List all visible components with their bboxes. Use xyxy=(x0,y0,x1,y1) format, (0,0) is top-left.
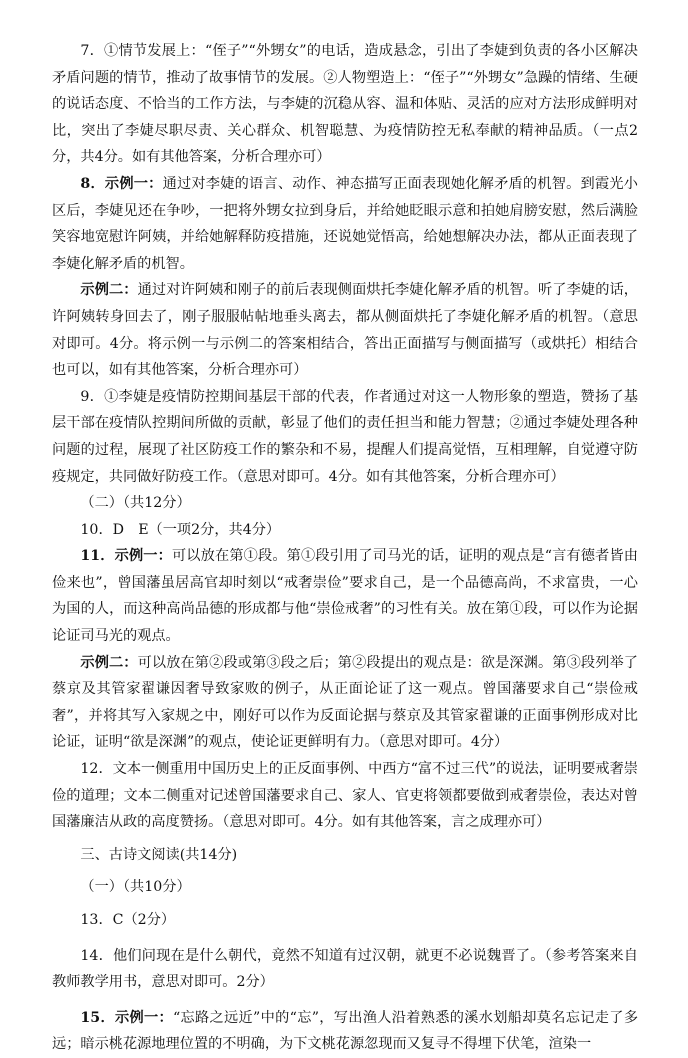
answer-14-text: 14．他们问现在是什么朝代，竟然不知道有过汉朝，就更不必说魏晋了。（参考答案来自教师教学用书，意思对即可。2分） xyxy=(52,947,638,991)
answer-8-example-2 xyxy=(52,277,638,383)
answer-8-example-1-text: 通过对李婕的语言、动作、神态描写正面表现她化解矛盾的机智。到霞光小区后，李婕见还在争吵，一把将外甥女拉到身后，并给她眨眼示意和拍她肩膀安慰，然后满脸笑容地宽慰许阿姨，并给她解释防疫措施，还说她觉悟高，给她想解决办法，都从正面表现了李婕化解矛盾的机智。 xyxy=(52,175,638,272)
answer-8-example-2-text: 通过对许阿姨和刚子的前后表现侧面烘托李婕化解矛盾的机智。听了李婕的话，许阿姨转身回去了，刚子服服帖帖地垂头离去，都从侧面烘托了李婕化解矛盾的机智。（意思对即可。4分。将示例一与示例二的答案相结合，答出正面描写与侧面描写（或烘托）相结合也可以，如有其他答案，分析合理亦可） xyxy=(52,282,638,379)
section-2-heading xyxy=(52,490,638,517)
answer-8-label: 8．示例一： xyxy=(80,175,163,192)
answer-13 xyxy=(52,907,638,934)
answer-9 xyxy=(52,384,638,490)
answer-12 xyxy=(52,756,638,836)
answer-15-text: “忘路之远近”中的“忘”，写出渔人沿着熟悉的溪水划船却莫名忘记走了多远；暗示桃花源地理位置的不明确，为下文桃花源忽现而又复寻不得埋下伏笔，渲染一 xyxy=(52,1009,639,1053)
answer-15 xyxy=(52,1005,638,1058)
section-3-heading xyxy=(52,842,638,869)
answer-7 xyxy=(52,38,638,171)
section-3-text: 三、古诗文阅读(共14分) xyxy=(80,846,238,863)
answer-15-label: 15．示例一： xyxy=(80,1009,173,1026)
section-3-1-heading xyxy=(52,874,638,901)
answer-10-text: 10．D E（一项2分，共4分） xyxy=(80,521,281,538)
answer-11-label: 11．示例一： xyxy=(80,548,172,565)
answer-9-text: 9．①李婕是疫情防控期间基层干部的代表，作者通过对这一人物形象的塑造，赞扬了基层干部在疫情队控期间所做的贡献，彰显了他们的责任担当和能力智慧；②通过李婕处理各种问题的过程，展现了社区防疫工作的繁杂和不易，提醒人们提高觉悟，互相理解，自觉遵守防疫规定，共同做好防疫工作。（意思对即可。4分。如有其他答案，分析合理亦可） xyxy=(52,388,638,485)
answer-14 xyxy=(52,943,638,996)
answer-11-example-2-text: 可以放在第②段或第③段之后；第②段提出的观点是：欲是深渊。第③段列举了蔡京及其管家翟谦因奢导致家败的例子，从正面论证了这一观点。曾国藩要求自己“崇俭戒奢”，并将其写入家规之中，刚好可以作为反面论据与蔡京及其管家翟谦的正面事例形成对比论证，证明“欲是深渊”的观点，使论证更鲜明有力。（意思对即可。4分） xyxy=(52,654,638,751)
answer-13-text: 13．C（2分） xyxy=(80,912,176,928)
answer-10 xyxy=(52,517,638,544)
answer-11-example-1-text: 可以放在第①段。第①段引用了司马光的话，证明的观点是“言有德者皆由俭来也”，曾国藩虽居高官却时刻以“戒奢崇俭”要求自己，是一个品德高尚，不求富贵，一心为国的人，而这种高尚品德的形成都与他“崇俭戒奢”的习性有关。放在第①段，可以作为论据论证司马光的观点。 xyxy=(52,548,638,645)
answer-12-text: 12．文本一侧重用中国历史上的正反面事例、中西方“富不过三代”的说法，证明要戒奢崇俭的道理；文本二侧重对记述曾国藩要求自己、家人、官吏将领都要做到戒奢崇俭，表达对曾国藩廉洁从政的高度赞扬。（意思对即可。4分。如有其他答案，言之成理亦可） xyxy=(52,761,638,831)
answer-8-example-1 xyxy=(52,171,638,277)
section-2-text: （二）（共12分） xyxy=(80,495,191,512)
answer-11-example-1 xyxy=(52,543,638,649)
answer-11-example-2 xyxy=(52,650,638,756)
answer-7-text: 7．①情节发展上：“侄子”“外甥女”的电话，造成悬念，引出了李婕到负责的各小区解决矛盾问题的情节，推动了故事情节的发展。②人物塑造上：“侄子”“外甥女”急躁的情绪、生硬的说话态度、不恰当的工作方法，与李婕的沉稳从容、温和体贴、灵活的应对方法形成鲜明对比，突出了李婕尽职尽责、关心群众、机智聪慧、为疫情防控无私奉献的精神品质。（一点2分，共4分。如有其他答案，分析合理亦可） xyxy=(52,43,638,166)
example-2-label: 示例二： xyxy=(80,654,138,671)
example-2-label: 示例二： xyxy=(80,282,138,299)
section-3-1-text: （一）（共10分） xyxy=(80,879,191,896)
